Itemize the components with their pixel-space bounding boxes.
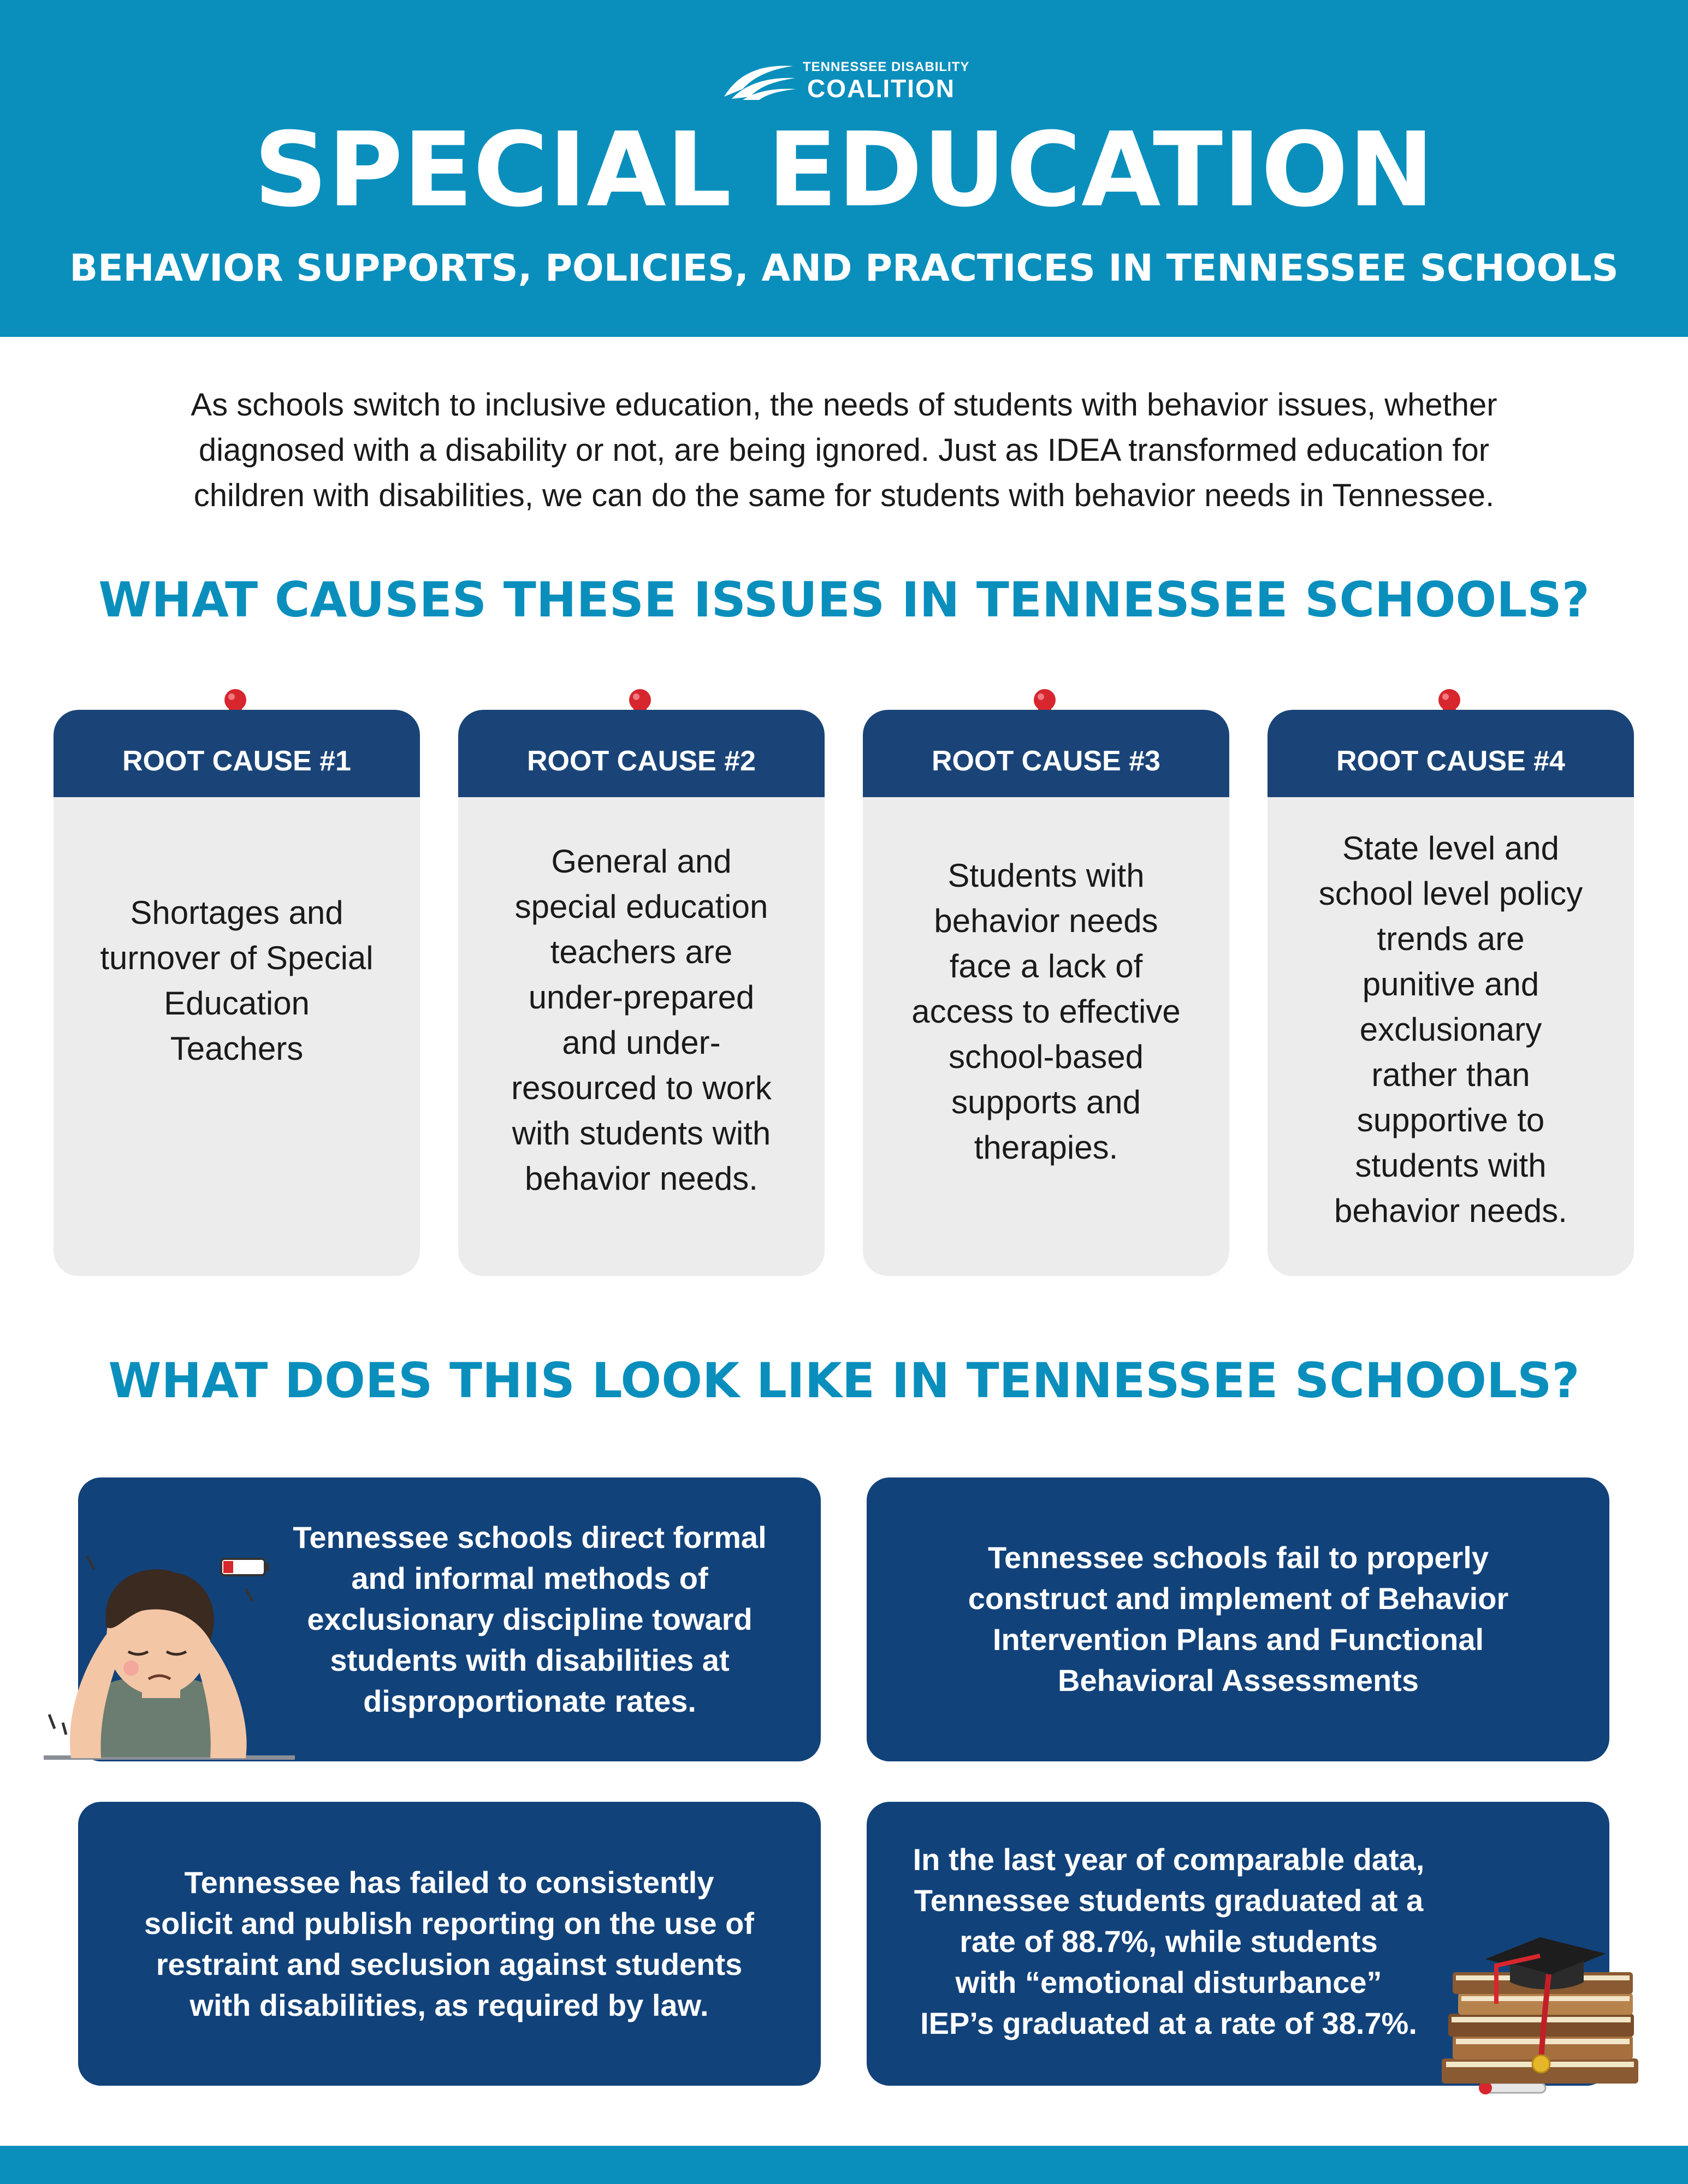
- text-line: Tennessee schools direct formal: [293, 1520, 767, 1554]
- root-cause-label: ROOT CAUSE #3: [932, 745, 1160, 777]
- text-line: restraint and seclusion against students: [156, 1947, 743, 1981]
- intro-line: As schools switch to inclusive education, the needs of students with behavior issues, whether: [191, 387, 1497, 423]
- root-cause-text: [885, 853, 1207, 1170]
- text-line: teachers are: [550, 934, 733, 970]
- text-line: behavior needs.: [525, 1160, 758, 1197]
- text-line: trends are: [1377, 921, 1525, 957]
- text-line: therapies.: [974, 1129, 1118, 1166]
- text-line: resourced to work: [511, 1070, 772, 1106]
- text-line: Shortages and: [130, 894, 343, 931]
- impact-text: [896, 1839, 1442, 2044]
- root-cause-label: ROOT CAUSE #2: [527, 745, 756, 777]
- text-line: with disabilities, as required by law.: [189, 1988, 709, 2022]
- text-line: students with: [1355, 1147, 1547, 1184]
- root-cause-header: [863, 710, 1229, 797]
- text-line: behavior needs: [934, 903, 1158, 939]
- root-cause-header: [54, 710, 420, 797]
- impact-text: [96, 1862, 803, 2026]
- coalition-logo-icon: [721, 58, 797, 100]
- root-cause-text: [75, 890, 398, 1071]
- text-line: rather than: [1371, 1057, 1530, 1093]
- text-line: Behavioral Assessments: [1058, 1663, 1419, 1698]
- text-line: exclusionary discipline toward: [307, 1602, 753, 1636]
- impact-text: [885, 1537, 1592, 1701]
- text-line: students with disabilities at: [330, 1643, 730, 1677]
- causes-heading: WHAT CAUSES THESE ISSUES IN TENNESSEE SCHOOLS?: [98, 572, 1590, 628]
- footer-bar: [0, 2146, 1688, 2184]
- text-line: behavior needs.: [1334, 1192, 1567, 1229]
- text-line: supports and: [951, 1084, 1141, 1120]
- text-line: access to effective: [911, 993, 1181, 1030]
- intro-line: diagnosed with a disability or not, are being ignored. Just as IDEA transformed education for: [198, 432, 1490, 468]
- text-line: Intervention Plans and Functional: [992, 1622, 1484, 1657]
- text-line: General and: [551, 843, 732, 880]
- impact-text: [284, 1517, 775, 1722]
- intro-paragraph: [98, 382, 1590, 518]
- logo-small-text: TENNESSEE DISABILITY: [803, 60, 970, 74]
- header-banner: [0, 0, 1688, 337]
- text-line: disproportionate rates.: [363, 1684, 696, 1718]
- text-line: Tennessee schools fail to properly: [988, 1540, 1489, 1575]
- text-line: Students with: [947, 857, 1145, 894]
- root-cause-text: [1289, 826, 1612, 1233]
- logo-big-text: COALITION: [807, 74, 955, 103]
- root-cause-label: ROOT CAUSE #4: [1336, 745, 1565, 777]
- text-line: face a lack of: [949, 948, 1143, 984]
- text-line: IEP’s graduated at a rate of 38.7%.: [920, 2006, 1417, 2040]
- text-line: school-based: [949, 1038, 1144, 1075]
- text-line: and under-: [562, 1024, 721, 1061]
- text-line: rate of 88.7%, while students: [960, 1924, 1378, 1959]
- page-subtitle: BEHAVIOR SUPPORTS, POLICIES, AND PRACTICES IN TENNESSEE SCHOOLS: [69, 247, 1619, 290]
- root-cause-text: [480, 839, 803, 1201]
- root-cause-card: [863, 710, 1229, 1276]
- text-line: Tennessee students graduated at a: [914, 1883, 1424, 1918]
- text-line: construct and implement of Behavior: [968, 1581, 1509, 1616]
- text-line: special education: [514, 888, 768, 925]
- text-line: Teachers: [170, 1030, 304, 1067]
- text-line: with students with: [512, 1115, 771, 1152]
- root-cause-card: [1268, 710, 1634, 1276]
- text-line: In the last year of comparable data,: [913, 1842, 1425, 1877]
- page-title: SPECIAL EDUCATION: [253, 110, 1435, 230]
- text-line: and informal methods of: [351, 1561, 708, 1595]
- text-line: with “emotional disturbance”: [955, 1965, 1382, 1999]
- text-line: Education: [164, 985, 310, 1022]
- text-line: school level policy: [1318, 875, 1583, 912]
- text-line: under-prepared: [528, 979, 755, 1016]
- text-line: solicit and publish reporting on the use of: [144, 1906, 754, 1940]
- text-line: State level and: [1342, 830, 1559, 867]
- graduation-books-illustration: [1420, 1895, 1660, 2097]
- text-line: exclusionary: [1359, 1011, 1542, 1048]
- coalition-logo[interactable]: [721, 57, 972, 101]
- stressed-student-illustration: [33, 1529, 306, 1780]
- root-cause-card: [458, 710, 825, 1276]
- text-line: Tennessee has failed to consistently: [184, 1865, 714, 1900]
- impacts-heading: WHAT DOES THIS LOOK LIKE IN TENNESSEE SCHOOLS?: [108, 1352, 1580, 1409]
- text-line: turnover of Special: [100, 940, 374, 976]
- text-line: supportive to: [1357, 1102, 1545, 1138]
- root-cause-card: [54, 710, 420, 1276]
- text-line: punitive and: [1362, 966, 1539, 1002]
- root-cause-header: [1268, 710, 1634, 797]
- intro-line: children with disabilities, we can do the same for students with behavior needs in Tennessee.: [193, 478, 1495, 513]
- root-cause-label: ROOT CAUSE #1: [122, 745, 351, 777]
- root-cause-header: [458, 710, 825, 797]
